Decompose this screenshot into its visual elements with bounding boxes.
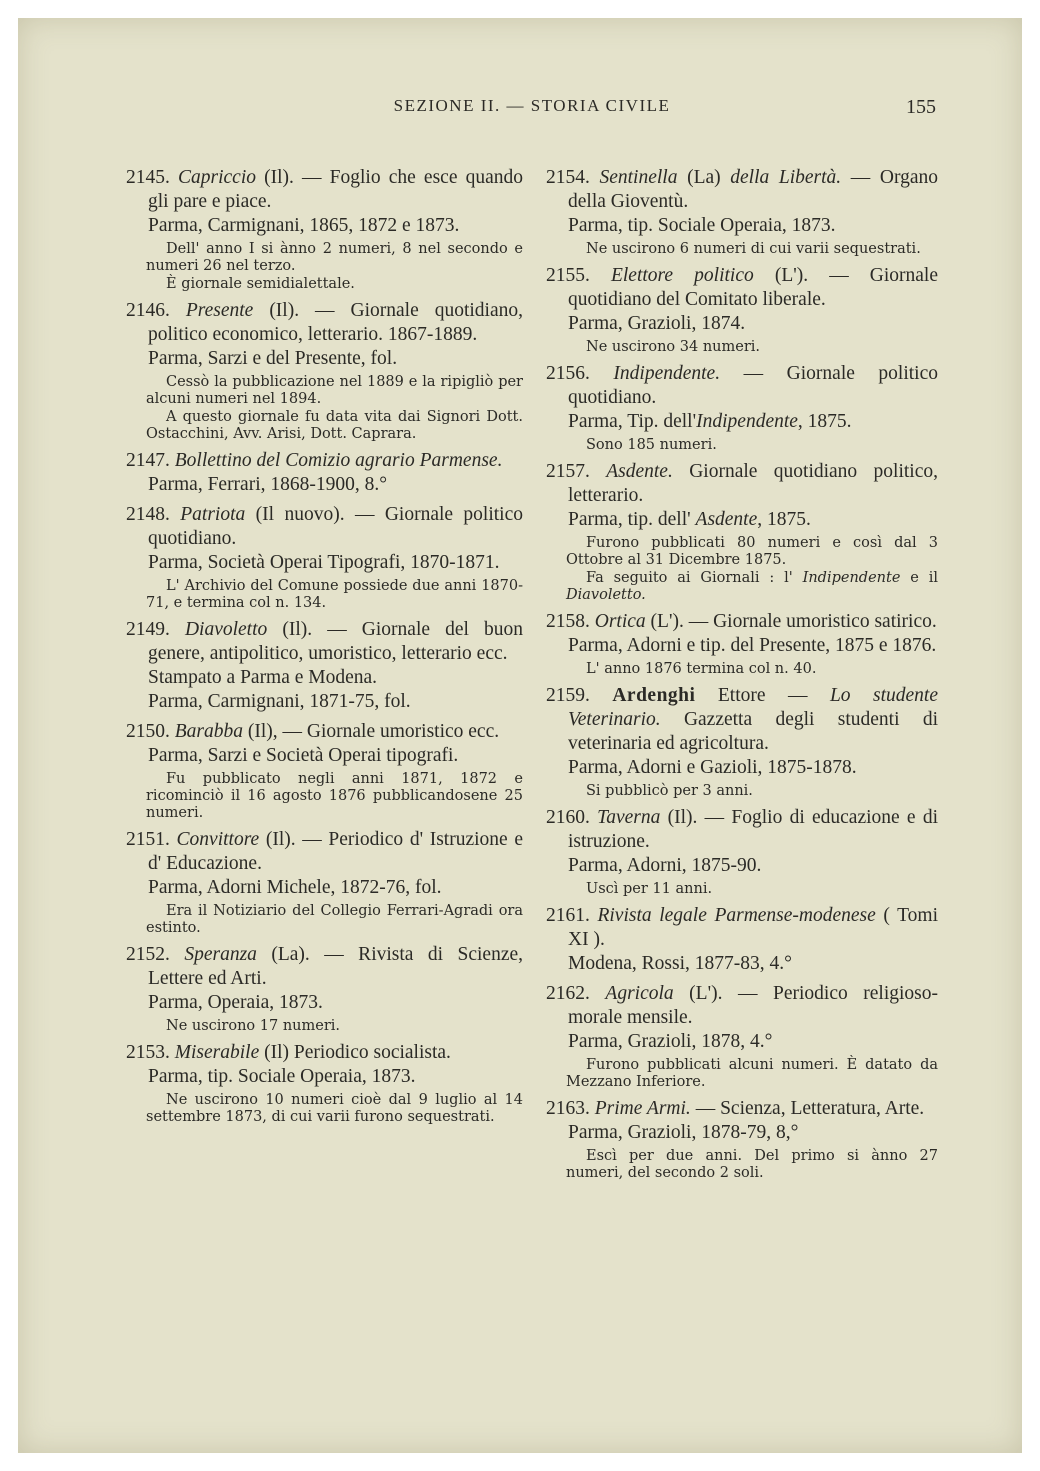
entry-publication: Stampato a Parma e Modena. <box>148 667 378 688</box>
entry-publication: Parma, Grazioli, 1878-79, 8,° <box>568 1122 799 1143</box>
entry-publication: Modena, Rossi, 1877-83, 4.° <box>568 953 792 974</box>
entry-heading: 2151. Convittore (Il). — Periodico d' Istruzione e d' Educazione. <box>126 829 524 874</box>
entry-heading: 2163. Prime Armi. — Scienza, Letteratura, Arte. <box>546 1098 925 1119</box>
entry-publication: Parma, tip. Sociale Operaia, 1873. <box>148 1066 416 1087</box>
entry-note: Cessò la pubblicazione nel 1889 e la ripigliò per alcuni numeri nel 1894. <box>146 374 523 407</box>
entry-2154 <box>546 166 938 258</box>
entry-2162 <box>546 982 938 1091</box>
entry-2153 <box>126 1041 523 1126</box>
entry-publication: Parma, Carmignani, 1871-75, fol. <box>148 691 411 712</box>
entry-publication: Parma, Sarzi e del Presente, fol. <box>148 348 398 369</box>
entry-heading: 2149. Diavoletto (Il). — Giornale del buon genere, antipolitico, umoristico, letterario ecc. <box>126 619 523 664</box>
entry-publication: Parma, Adorni e tip. del Presente, 1875 e 1876. <box>568 635 937 656</box>
entry-heading: 2162. Agricola (L'). — Periodico religioso-morale mensile. <box>546 983 938 1028</box>
entry-2163 <box>546 1097 938 1182</box>
entry-note: Fa seguito ai Giornali : l' Indipendente e il Diavoletto. <box>566 570 938 603</box>
entry-publication: Parma, Carmignani, 1865, 1872 e 1873. <box>148 215 460 236</box>
entry-heading: 2157. Asdente. Giornale quotidiano politico, letterario. <box>546 461 938 506</box>
entry-publication: Parma, Ferrari, 1868-1900, 8.° <box>148 474 388 495</box>
entry-publication: Parma, Grazioli, 1878, 4.° <box>568 1031 773 1052</box>
entry-heading: 2159. Ardenghi Ettore — Lo studente Veterinario. Gazzetta degli studenti di veterinaria ed agricoltura. <box>546 685 938 754</box>
entry-heading: 2146. Presente (Il). — Giornale quotidiano, politico economico, letterario. 1867-1889. <box>126 300 523 345</box>
entry-publication: Parma, Adorni, 1875-90. <box>568 855 762 876</box>
entry-2147 <box>126 449 523 497</box>
entry-note: Si pubblicò per 3 anni. <box>586 783 753 799</box>
entry-publication: Parma, Grazioli, 1874. <box>568 313 746 334</box>
entry-2145 <box>126 166 523 293</box>
entry-heading: 2161. Rivista legale Parmense-modenese ( Tomi XI ). <box>546 905 939 950</box>
entry-2158 <box>546 610 938 678</box>
entry-publication: Parma, Tip. dell'Indipendente, 1875. <box>568 411 852 432</box>
entry-heading: 2148. Patriota (Il nuovo). — Giornale politico quotidiano. <box>126 504 524 549</box>
entry-2155 <box>546 264 938 356</box>
entry-note: Era il Notiziario del Collegio Ferrari-Agradi ora estinto. <box>146 903 523 936</box>
entry-publication: Parma, Adorni e Gazioli, 1875-1878. <box>568 757 857 778</box>
entry-publication: Parma, tip. dell' Asdente, 1875. <box>568 509 811 530</box>
entry-2146 <box>126 299 523 443</box>
running-head <box>128 96 936 126</box>
entry-note: Ne uscirono 10 numeri cioè dal 9 luglio al 14 settembre 1873, di cui varii furono sequestrati. <box>146 1092 523 1125</box>
entry-2156 <box>546 362 938 454</box>
entry-heading: 2158. Ortica (L'). — Giornale umoristico satirico. <box>546 611 937 632</box>
entry-heading: 2153. Miserabile (Il) Periodico socialista. <box>126 1042 451 1063</box>
entry-publication: Parma, Adorni Michele, 1872-76, fol. <box>148 877 442 898</box>
entry-2159 <box>546 684 938 800</box>
left-column <box>126 166 523 1132</box>
entry-publication: Parma, Operaia, 1873. <box>148 992 323 1013</box>
entry-note: Ne uscirono 6 numeri di cui varii sequestrati. <box>586 241 921 257</box>
scanned-page <box>18 18 1022 1453</box>
entry-note: Dell' anno I si ànno 2 numeri, 8 nel secondo e numeri 26 nel terzo. <box>146 241 523 274</box>
entry-note: Furono pubblicati alcuni numeri. È datato da Mezzano Inferiore. <box>566 1057 938 1090</box>
entry-note: A questo giornale fu data vita dai Signori Dott. Ostacchini, Avv. Arisi, Dott. Caprara. <box>146 409 523 442</box>
entry-note: L' Archivio del Comune possiede due anni 1870-71, e termina col n. 134. <box>146 578 523 611</box>
entry-note: L' anno 1876 termina col n. 40. <box>586 661 817 677</box>
entry-2157 <box>546 460 938 604</box>
entry-publication: Parma, Sarzi e Società Operai tipografi. <box>148 745 459 766</box>
section-title: SEZIONE II. — STORIA CIVILE <box>393 96 671 115</box>
entry-2150 <box>126 720 523 822</box>
entry-heading: 2150. Barabba (Il), — Giornale umoristico ecc. <box>126 721 500 742</box>
entry-note: Furono pubblicati 80 numeri e così dal 3 Ottobre al 31 Dicembre 1875. <box>566 535 938 568</box>
entry-2152 <box>126 943 523 1035</box>
entry-2160 <box>546 806 938 898</box>
entry-heading: 2155. Elettore politico (L'). — Giornale quotidiano del Comitato liberale. <box>546 265 939 310</box>
entry-2149 <box>126 618 523 714</box>
entry-publication: Parma, Società Operai Tipografi, 1870-1871. <box>148 552 500 573</box>
entry-2151 <box>126 828 523 937</box>
entry-note: Ne uscirono 34 numeri. <box>586 339 760 355</box>
entry-publication: Parma, tip. Sociale Operaia, 1873. <box>568 215 836 236</box>
entry-heading: 2152. Speranza (La). — Rivista di Scienze, Lettere ed Arti. <box>126 944 524 989</box>
entry-heading: 2145. Capriccio (Il). — Foglio che esce quando gli pare e piace. <box>126 167 524 212</box>
entry-note: È giornale semidialettale. <box>166 276 355 292</box>
entry-heading: 2147. Bollettino del Comizio agrario Parmense. <box>126 450 503 471</box>
entry-note: Uscì per 11 anni. <box>586 881 713 897</box>
entry-note: Sono 185 numeri. <box>586 437 717 453</box>
entry-heading: 2154. Sentinella (La) della Libertà. — Organo della Gioventù. <box>546 167 938 212</box>
entry-note: Fu pubblicato negli anni 1871, 1872 e ricominciò il 16 agosto 1876 pubblicandosene 25 numeri. <box>146 771 523 821</box>
entry-heading: 2160. Taverna (Il). — Foglio di educazione e di istruzione. <box>546 807 939 852</box>
entry-2161 <box>546 904 938 976</box>
entry-note: Ne uscirono 17 numeri. <box>166 1018 340 1034</box>
page-number: 155 <box>906 96 936 118</box>
entry-heading: 2156. Indipendente. — Giornale politico quotidiano. <box>546 363 938 408</box>
entry-2148 <box>126 503 523 612</box>
entry-note: Escì per due anni. Del primo si ànno 27 numeri, del secondo 2 soli. <box>566 1148 938 1181</box>
right-column <box>546 166 938 1188</box>
